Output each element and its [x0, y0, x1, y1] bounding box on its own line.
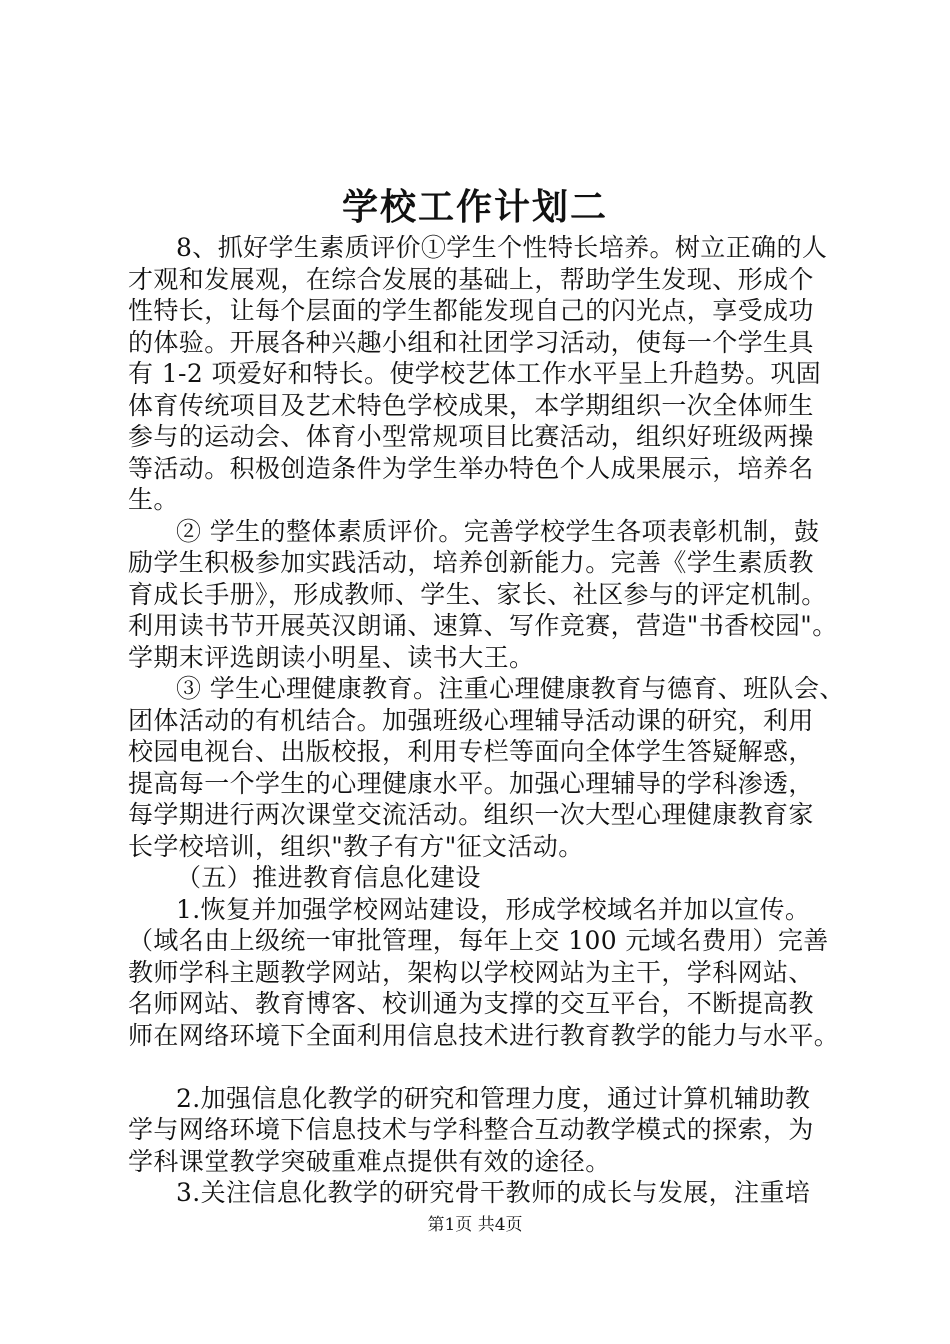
text-line: 参与的运动会、体育小型常规项目比赛活动，组织好班级两操 [128, 422, 814, 451]
text-line: 学期末评选朗读小明星、读书大王。 [128, 642, 535, 672]
text-line: 师在网络环境下全面利用信息技术进行教育教学的能力与水平。 [128, 1020, 840, 1050]
text-line: 每学期进行两次课堂交流活动。组织一次大型心理健康教育家 [128, 800, 814, 829]
text-line: 教师学科主题教学网站，架构以学校网站为主干，学科网站、 [128, 957, 814, 987]
text-line: 性特长，让每个层面的学生都能发现自己的闪光点，享受成功 [128, 296, 814, 325]
text-line: 的体验。开展各种兴趣小组和社团学习活动，使每一个学生具 [128, 327, 814, 357]
text-line: 1.恢复并加强学校网站建设，形成学校域名并加以宣传。 [176, 894, 811, 924]
text-line: 才观和发展观，在综合发展的基础上，帮助学生发现、形成个 [128, 264, 814, 294]
text-line: 长学校培训，组织"教子有方"征文活动。 [128, 831, 584, 861]
text-line: 体育传统项目及艺术特色学校成果，本学期组织一次全体师生 [128, 390, 814, 420]
text-line: ② 学生的整体素质评价。完善学校学生各项表彰机制，鼓 [176, 516, 820, 546]
text-line: 名师网站、教育博客、校训通为支撑的交互平台，不断提高教 [128, 989, 814, 1018]
blank-line [128, 1051, 832, 1083]
text-line: 提高每一个学生的心理健康水平。加强心理辅导的学科渗透， [128, 768, 814, 798]
text-line: （五）推进教育信息化建设 [176, 863, 481, 892]
text-line: 励学生积极参加实践活动，培养创新能力。完善《学生素质教 [128, 548, 814, 577]
text-line: 团体活动的有机结合。加强班级心理辅导活动课的研究，利用 [128, 705, 814, 735]
text-line: 8、抓好学生素质评价①学生个性特长培养。树立正确的人 [176, 233, 828, 262]
text-line: 校园电视台、出版校报，利用专栏等面向全体学生答疑解惑， [128, 737, 814, 766]
text-line: 有 1-2 项爱好和特长。使学校艺体工作水平呈上升趋势。巩固 [128, 359, 822, 388]
text-line: 利用读书节开展英汉朗诵、速算、写作竞赛，营造"书香校园"。 [128, 611, 838, 640]
text-line: 等活动。积极创造条件为学生举办特色个人成果展示，培养名 [128, 453, 814, 483]
text-line: 2.加强信息化教学的研究和管理力度，通过计算机辅助教 [176, 1083, 811, 1113]
text-line: 育成长手册》，形成教师、学生、家长、社区参与的评定机制。 [128, 579, 827, 609]
text-line: 3.关注信息化教学的研究骨干教师的成长与发展，注重培 [176, 1178, 811, 1207]
page-footer: 第1页 共4页 [427, 1215, 523, 1235]
text-line: ③ 学生心理健康教育。注重心理健康教育与德育、班队会、 [176, 674, 845, 703]
document-title: 学校工作计划二 [341, 186, 608, 228]
document-body [128, 232, 845, 1209]
text-line: （域名由上级统一审批管理，每年上交 100 元域名费用）完善 [128, 926, 829, 955]
text-line: 学科课堂教学突破重难点提供有效的途径。 [128, 1146, 611, 1176]
text-line: 生。 [128, 485, 179, 514]
text-line: 学与网络环境下信息技术与学科整合互动教学模式的探索，为 [128, 1115, 814, 1144]
